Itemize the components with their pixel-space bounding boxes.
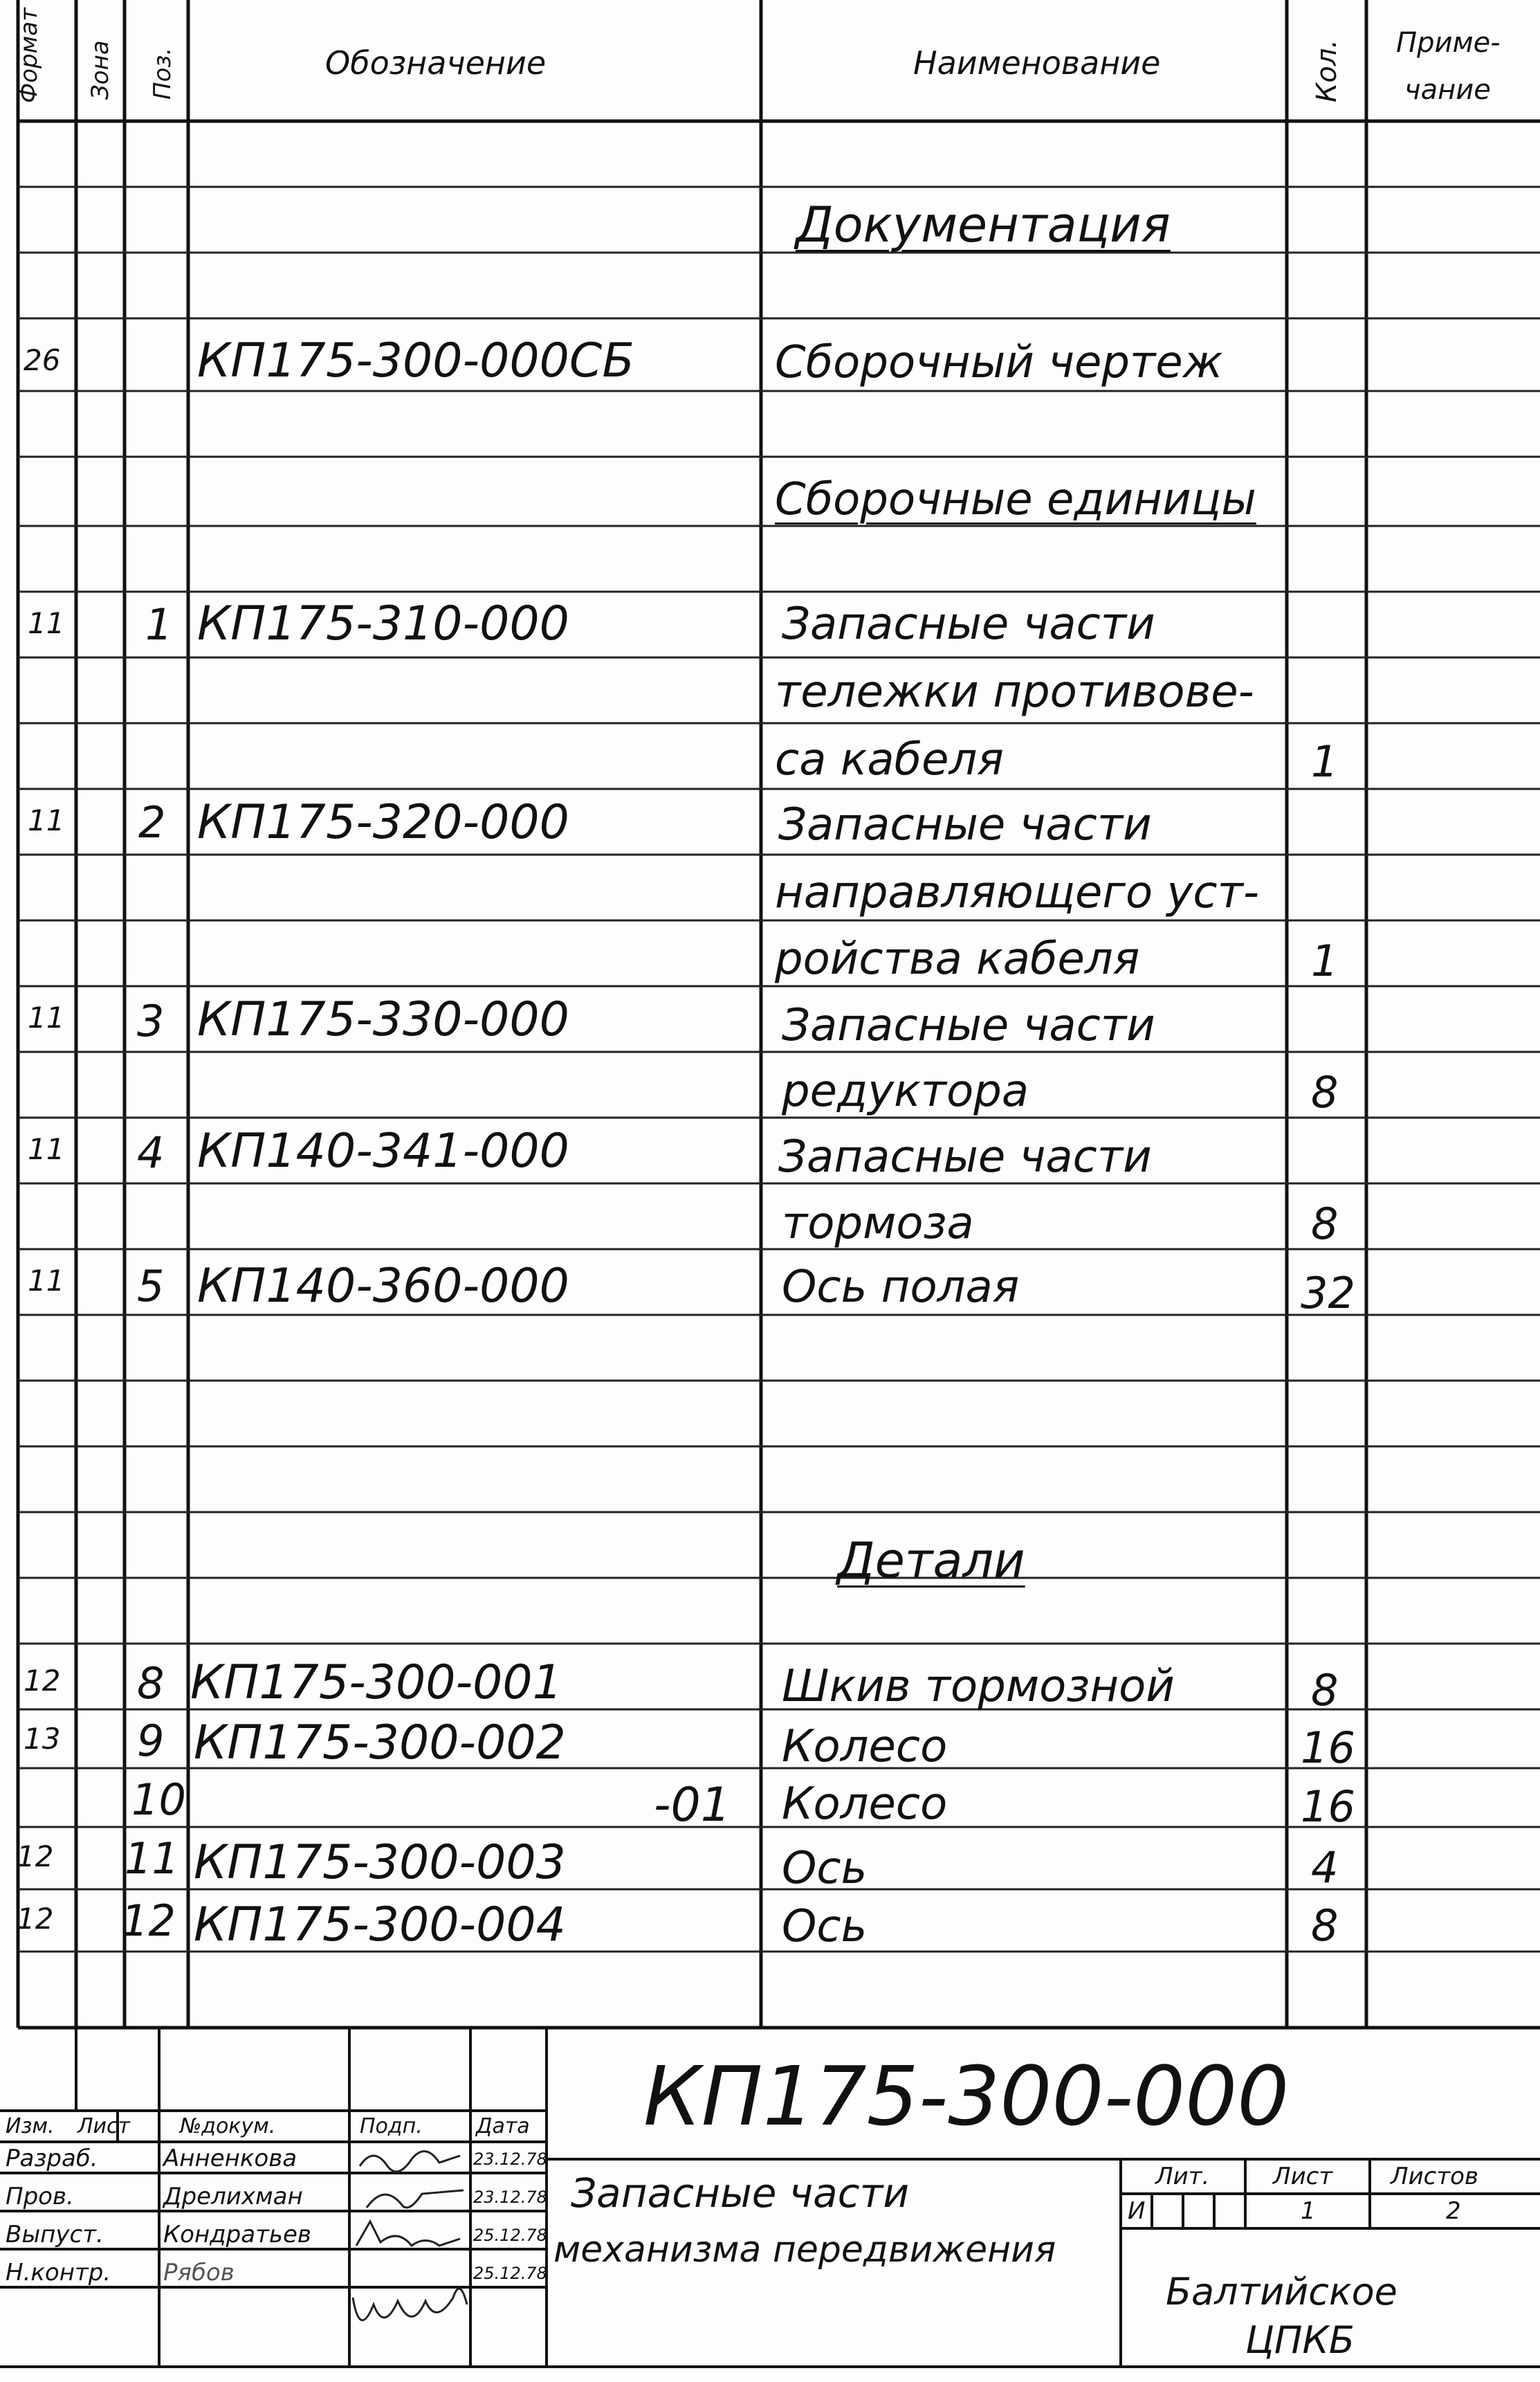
row-doc-format: 26 (24, 343, 61, 377)
signature-norm (353, 2289, 467, 2320)
row-p12-pos: 12 (121, 1895, 176, 1946)
header-name: Наименование (913, 44, 1161, 82)
row-p9-name: Колесо (782, 1721, 948, 1772)
row-p11-format: 12 (17, 1839, 54, 1873)
tb-col-sign: Подп. (360, 2114, 423, 2138)
row-p12-format: 12 (17, 1902, 54, 1936)
tb-name-norm: Рябов (163, 2259, 235, 2286)
row-a1-name-3: са кабеля (775, 734, 1004, 785)
section-documentation: Документация (796, 197, 1171, 253)
row-p9-designation: КП175-300-002 (194, 1716, 566, 1770)
row-a1-name-1: Запасные части (782, 599, 1155, 650)
row-a1-designation: КП175-310-000 (197, 597, 569, 651)
signature-check (367, 2190, 464, 2208)
row-a4-format: 11 (28, 1132, 65, 1166)
row-p11-qty: 4 (1311, 1842, 1339, 1893)
row-a2-designation: КП175-320-000 (197, 795, 569, 850)
tb-name-dev: Анненкова (163, 2145, 297, 2172)
tb-date-issue: 25.12.78 (473, 2226, 547, 2245)
row-p10-qty: 16 (1301, 1781, 1355, 1832)
header-pos: Поз. (149, 47, 176, 100)
section-parts: Детали (837, 1532, 1025, 1589)
tb-role-issue: Выпуст. (6, 2221, 104, 2248)
tb-sheet-value: 1 (1301, 2197, 1316, 2225)
row-a2-name-2: направляющего уст- (775, 867, 1259, 918)
section-assemblies: Сборочные единицы (775, 474, 1256, 525)
row-p10-name: Колесо (782, 1779, 948, 1830)
row-p12-qty: 8 (1311, 1900, 1339, 1951)
row-p8-name: Шкив тормозной (782, 1661, 1175, 1712)
row-a1-pos: 1 (145, 599, 173, 650)
row-p9-qty: 16 (1301, 1722, 1355, 1773)
row-a4-pos: 4 (137, 1127, 165, 1178)
tb-col-date: Дата (476, 2114, 530, 2138)
row-p9-pos: 9 (137, 1716, 165, 1766)
row-p10-designation: -01 (654, 1778, 731, 1833)
row-a2-pos: 2 (138, 797, 166, 848)
tb-lit-label: Лит. (1155, 2163, 1210, 2190)
header-format: Формат (15, 8, 43, 103)
row-a5-designation: КП140-360-000 (197, 1259, 569, 1313)
row-p11-pos: 11 (125, 1833, 179, 1884)
row-a5-format: 11 (28, 1264, 65, 1298)
row-a5-qty: 32 (1301, 1268, 1355, 1318)
row-a2-name-1: Запасные части (778, 799, 1152, 851)
tb-date-norm: 25.12.78 (473, 2264, 547, 2283)
row-p11-designation: КП175-300-003 (194, 1835, 566, 1890)
tb-col-change: Изм. (6, 2114, 55, 2138)
tb-role-dev: Разраб. (6, 2145, 98, 2172)
header-note-2: чание (1404, 74, 1491, 106)
signature-dev (360, 2152, 460, 2172)
row-a4-name-1: Запасные части (778, 1131, 1152, 1183)
row-p10-pos: 10 (131, 1774, 186, 1825)
row-a2-name-3: ройства кабеля (775, 934, 1140, 985)
row-a4-name-2: тормоза (782, 1198, 974, 1249)
row-p11-name: Ось (782, 1843, 868, 1894)
row-doc-designation: КП175-300-000СБ (197, 334, 634, 388)
row-a1-format: 11 (28, 606, 65, 640)
tb-sheets-value: 2 (1446, 2197, 1461, 2225)
tb-date-check: 23.12.78 (473, 2188, 547, 2207)
tb-role-check: Пров. (6, 2183, 74, 2210)
row-a5-name: Ось полая (782, 1262, 1020, 1313)
tb-sheet-label: Лист (1273, 2163, 1333, 2190)
tb-org-1: Балтийское (1166, 2270, 1397, 2313)
tb-org-2: ЦПКБ (1245, 2318, 1355, 2362)
row-p12-name: Ось (782, 1901, 868, 1952)
row-a5-pos: 5 (137, 1261, 165, 1311)
tb-name-issue: Кондратьев (163, 2221, 311, 2248)
row-a3-format: 11 (28, 1001, 65, 1035)
header-note-1: Приме- (1396, 27, 1501, 59)
row-a2-format: 11 (28, 803, 65, 837)
row-a4-qty: 8 (1311, 1199, 1339, 1249)
tb-sheets-label: Листов (1391, 2163, 1479, 2190)
tb-date-dev: 23.12.78 (473, 2149, 547, 2169)
row-a1-qty: 1 (1311, 736, 1339, 787)
row-a3-qty: 8 (1311, 1067, 1339, 1118)
header-qty: Кол. (1311, 39, 1343, 102)
row-doc-name: Сборочный чертеж (775, 337, 1223, 388)
header-zone: Зона (86, 40, 114, 100)
doc-number: КП175-300-000 (643, 2048, 1290, 2144)
header-designation: Обозначение (325, 44, 547, 82)
tb-lit-value: И (1128, 2197, 1146, 2225)
row-p9-format: 13 (24, 1722, 61, 1756)
row-a1-name-2: тележки противове- (775, 666, 1254, 718)
tb-role-norm: Н.контр. (6, 2259, 111, 2286)
tb-col-sheet: Лист (77, 2114, 131, 2138)
tb-title-1: Запасные части (571, 2170, 910, 2217)
tb-col-docnum: №докум. (180, 2114, 276, 2138)
row-a3-name-2: редуктора (782, 1066, 1029, 1117)
row-p12-designation: КП175-300-004 (194, 1898, 566, 1952)
row-p8-designation: КП175-300-001 (190, 1655, 562, 1710)
row-a4-designation: КП140-341-000 (197, 1124, 569, 1179)
row-p8-format: 12 (24, 1664, 61, 1698)
row-p8-qty: 8 (1311, 1665, 1339, 1716)
row-a3-pos: 3 (137, 996, 165, 1046)
signature-issue (356, 2221, 460, 2246)
row-a2-qty: 1 (1311, 936, 1339, 986)
signatures (353, 2152, 467, 2320)
tb-title-2: механизма передвижения (553, 2229, 1056, 2271)
row-a3-name-1: Запасные части (782, 1000, 1155, 1051)
row-p8-pos: 8 (137, 1658, 165, 1709)
tb-name-check: Дрелихман (163, 2183, 303, 2210)
row-a3-designation: КП175-330-000 (197, 992, 569, 1047)
